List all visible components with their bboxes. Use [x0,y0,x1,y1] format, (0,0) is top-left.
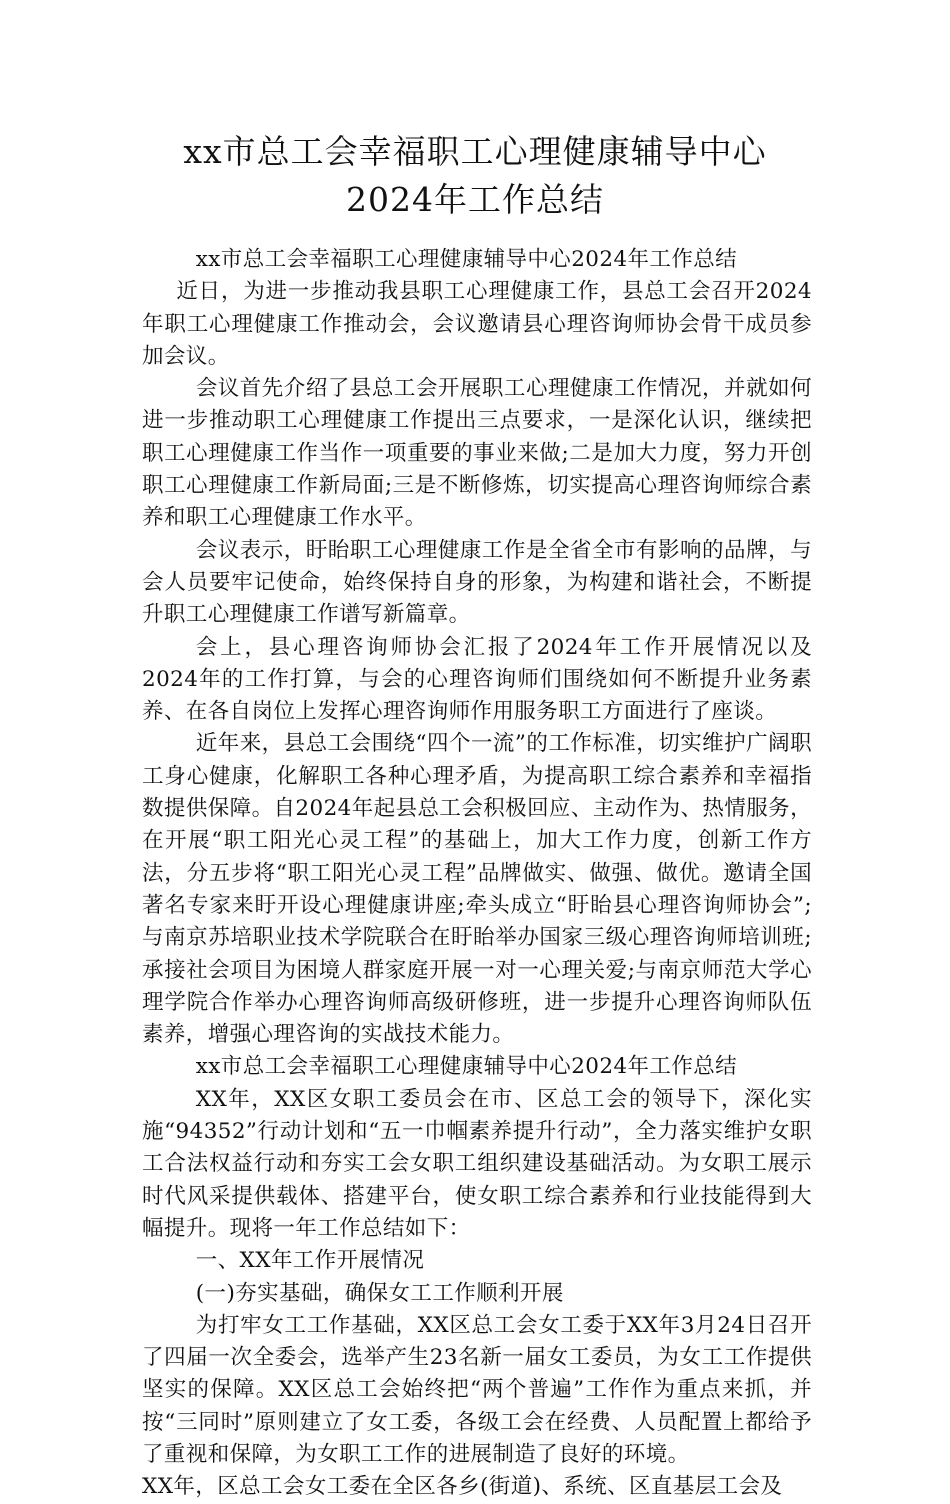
body-paragraph: XX年，区总工会女工委在全区各乡(街道)、系统、区直基层工会及 [142,1474,783,1500]
body-paragraph: 近日，为进一步推动我县职工心理健康工作，县总工会召开2024年职工心理健康工作推动会，会议邀请县心理咨询师协会骨干成员参加会议。 [142,279,812,369]
section-heading: 一、XX年工作开展情况 [195,1248,425,1274]
subtitle-paragraph: xx市总工会幸福职工心理健康辅导中心2024年工作总结 [195,247,738,272]
body-paragraph: 会上，县心理咨询师协会汇报了2024年工作开展情况以及2024年的工作打算，与会的心理咨询师们围绕如何不断提升业务素养、在各自岗位上发挥心理咨询师作用服务职工方面进行了座谈。 [142,634,812,725]
body-paragraph: 近年来，县总工会围绕“四个一流”的工作标准，切实维护广阔职工身心健康，化解职工各种心理矛盾，为提高职工综合素养和幸福指数提供保障。自2024年起县总工会积极回应、主动作为、热情服务，在开展“职工阳光心灵工程”的基础上，加大工作力度，创新工作方法，分五步将“职工阳光心灵工程”品牌做实、做强、做优。邀请全国著名专家来盱开设心理健康讲座;牵头成立“盱眙县心理咨询师协会”;与南京苏培职业技术学院联合在盱眙举办国家三级心理咨询师培训班;承接社会项目为困境人群家庭开展一对一心理关爱;与南京师范大学心理学院合作举办心理咨询师高级研修班，进一步提升心理咨询师队伍素养，增强心理咨询的实战技术能力。 [142,731,812,1048]
body-paragraph: 为打牢女工工作基础，XX区总工会女工委于XX年3月24日召开了四届一次全委会，选举产生23名新一届女工委员，为女工工作提供坚实的保障。XX区总工会始终把“两个普遍”工作作为重点来抓，并按“三同时”原则建立了女工委，各级工会在经费、人员配置上都给予了重视和保障，为女职工工作的进展制造了良好的环境。 [142,1312,812,1467]
subtitle-paragraph: xx市总工会幸福职工心理健康辅导中心2024年工作总结 [195,1054,738,1080]
document-body [142,244,812,1504]
document-title-line-2: 2024年工作总结 [346,180,604,219]
subsection-heading: (一)夯实基础，确保女工工作顺利开展 [195,1280,564,1306]
body-paragraph: XX年，XX区女职工委员会在市、区总工会的领导下，深化实施“94352”行动计划和“五一巾帼素养提升行动”，全力落实维护女职工合法权益行动和夯实工会女职工组织建设基础活动。为女职工展示时代风采提供载体、搭建平台，使女职工综合素养和行业技能得到大幅提升。现将一年工作总结如下： [142,1086,812,1241]
document-title-line-1: xx市总工会幸福职工心理健康辅导中心 [183,132,767,171]
body-paragraph: 会议表示，盱眙职工心理健康工作是全省全市有影响的品牌，与会人员要牢记使命，始终保持自身的形象，为构建和谐社会，不断提升职工心理健康工作谱写新篇章。 [142,537,812,628]
body-paragraph: 会议首先介绍了县总工会开展职工心理健康工作情况，并就如何进一步推动职工心理健康工作提出三点要求，一是深化认识，继续把职工心理健康工作当作一项重要的事业来做;二是加大力度，努力开创职工心理健康工作新局面;三是不断修炼，切实提高心理咨询师综合素养和职工心理健康工作水平。 [142,376,812,531]
